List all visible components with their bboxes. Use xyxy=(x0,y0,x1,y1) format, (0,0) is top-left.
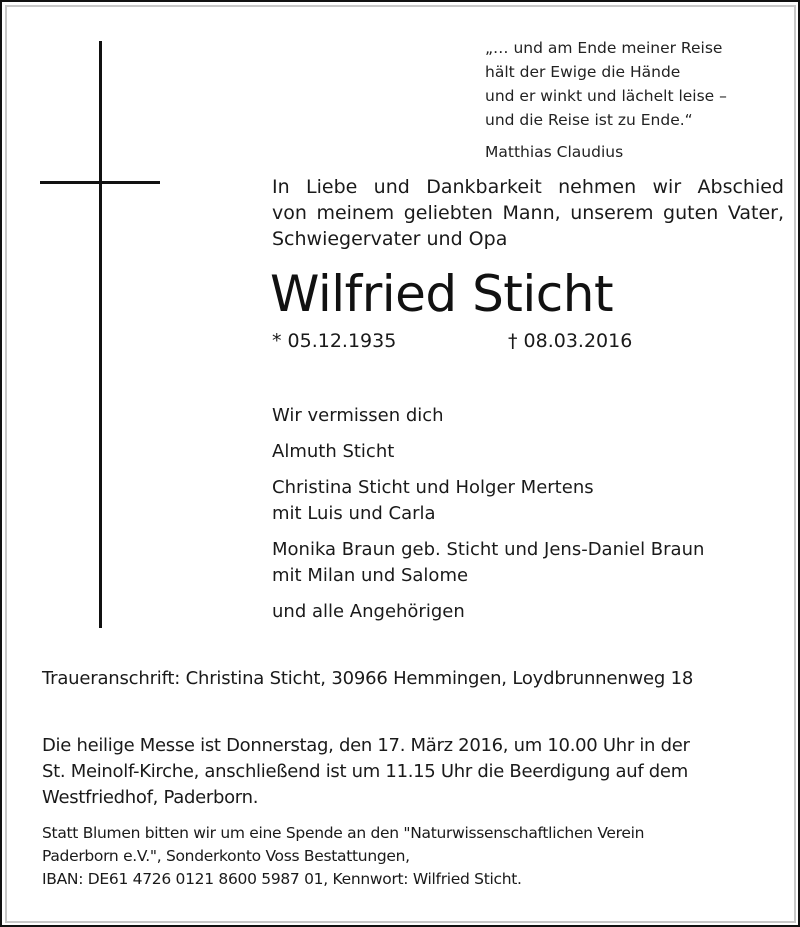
quote-line: „… und am Ende meiner Reise xyxy=(485,39,723,57)
quote-author: Matthias Claudius xyxy=(485,143,624,161)
mourning-address: Traueranschrift: Christina Sticht, 30966 Hemmingen, Loydbrunnenweg 18 xyxy=(42,668,694,689)
service-line: St. Meinolf-Kirche, anschließend ist um 11.15 Uhr die Beerdigung auf dem xyxy=(42,761,688,782)
mourners-heading-group xyxy=(272,403,704,429)
birth-date: * 05.12.1935 xyxy=(272,330,397,352)
intro-line: Schwiegervater und Opa xyxy=(272,228,508,250)
donation-line: Paderborn e.V.", Sonderkonto Voss Bestattungen, xyxy=(42,847,410,865)
mourner-group xyxy=(272,537,704,589)
intro-line: In Liebe und Dankbarkeit nehmen wir Abschied xyxy=(272,176,784,198)
death-date: † 08.03.2016 xyxy=(508,330,633,352)
mourner-line: mit Luis und Carla xyxy=(272,503,436,524)
mourner-group xyxy=(272,439,704,465)
mourner-group xyxy=(272,475,704,527)
intro-line: von meinem geliebten Mann, unserem guten Vater, xyxy=(272,202,784,224)
quote-line: und er winkt und lächelt leise – xyxy=(485,87,727,105)
cross-horizontal-bar xyxy=(40,181,160,184)
mourners-list xyxy=(272,403,704,635)
quote-line: und die Reise ist zu Ende.“ xyxy=(485,111,693,129)
memorial-quote xyxy=(485,36,727,164)
mourner-line: Monika Braun geb. Sticht und Jens-Daniel Braun xyxy=(272,539,705,560)
mourners-heading: Wir vermissen dich xyxy=(272,405,444,426)
mourner-line: mit Milan und Salome xyxy=(272,565,469,586)
donation-line: Statt Blumen bitten wir um eine Spende an den "Naturwissenschaftlichen Verein xyxy=(42,824,645,842)
funeral-service-info xyxy=(42,733,784,811)
donation-line: IBAN: DE61 4726 0121 8600 5987 01, Kennwort: Wilfried Sticht. xyxy=(42,870,522,888)
deceased-name: Wilfried Sticht xyxy=(270,265,614,323)
service-line: Die heilige Messe ist Donnerstag, den 17. März 2016, um 10.00 Uhr in der xyxy=(42,735,690,756)
mourner-line: und alle Angehörigen xyxy=(272,601,465,622)
intro-text xyxy=(272,174,784,252)
mourner-group xyxy=(272,599,704,625)
mourner-line: Christina Sticht und Holger Mertens xyxy=(272,477,594,498)
donation-request xyxy=(42,822,784,891)
quote-line: hält der Ewige die Hände xyxy=(485,63,681,81)
service-line: Westfriedhof, Paderborn. xyxy=(42,787,259,808)
cross-vertical-bar xyxy=(99,41,102,628)
mourner-line: Almuth Sticht xyxy=(272,441,395,462)
